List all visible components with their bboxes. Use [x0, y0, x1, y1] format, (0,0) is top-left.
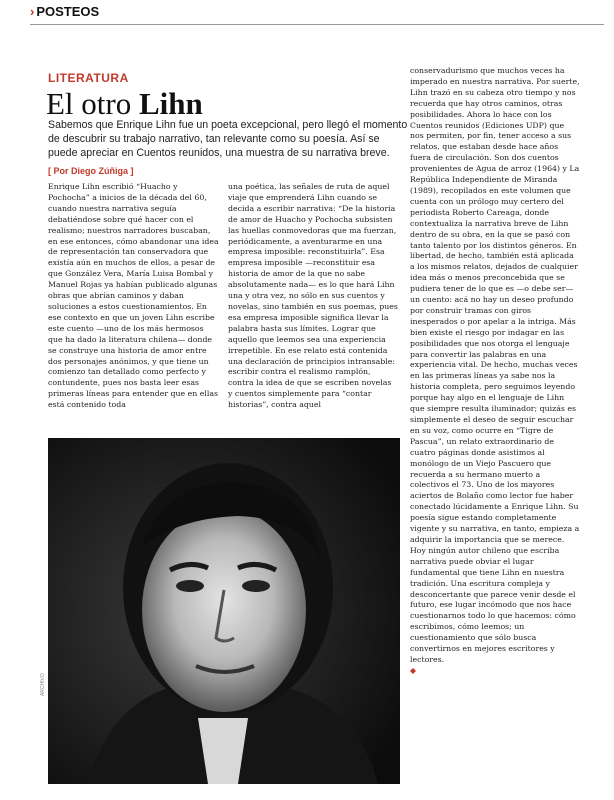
column-3-text: conservadurismo que muchos veces ha imperado en nuestra narrativa. Por suerte, Lihn trazó en su cabeza otro tiempo y nos recuerda que hay otros caminos, otras posibilidades. Ahora lo hace con los Cuentos reunidos (Ediciones UDP) que nos permiten, por fin, tener acceso a sus relatos, que estaban desde hace años fuera de circulación. Son dos cuentos provenientes de Agua de arroz (1964) y La República Independiente de Miranda (1989), recopilados en este volumen que cuenta con un prólogo muy certero del periodista Roberto Careaga, donde contextualiza la narrativa breve de Lihn dentro de su obra, en la que se pasó con tanto talento por los distintos géneros. En libertad, de hecho, también está aplicada a los mismos relatos, dejados de cualquier idea más o menos preconcebida que se pudiera tener de lo que es —o debe ser— un cuento: acá no hay un deseo profundo por construir tramas con giros inesperados o por apelar a la intriga. Más bien existe el riesgo por indagar en las posibilidades que nos otorga el lenguaje para convertir las palabras en una experiencia vital. De hecho, muchas veces en las primeras líneas ya sabe nos la historia completa, pero seguimos leyendo porque hay algo en el lenguaje de Lihn que siempre resulta iluminador; quizás es simplemente el deseo de seguir escuchar en su voz, como ocurre en “Tigre de Pascua”, un relato extraordinario de cuatro páginas donde asistimos al monólogo de un Viejo Pascuero que recuerda a su hermano muerto a colectivos el 73. Uno de los mayores aciertos de Bolaño como lector fue haber conectado lúcidamente a Enrique Lihn. Su poesía sigue estando completamente vigente y su narrativa, en tanto, empieza a adquirir la importancia que se merece. Hoy ningún autor chileno que escriba narrativa puede obviar el lugar fundamental que tiene Lihn en nuestra tradición. Una escritura compleja y desconcertante que parece venir desde el futuro, ese lugar incómodo que nos hace cuestionarnos todo lo que hacemos: cómo escribimos, cómo leemos; un cuestionamiento que sólo busca convertirnos en mejores escritores y lectores. — [410, 66, 580, 664]
section-header — [30, 4, 99, 19]
article-column-2 — [228, 182, 398, 411]
end-mark-icon: ◆ — [410, 665, 416, 675]
article-column-3 — [410, 66, 580, 677]
column-2-text: una poética, las señales de ruta de aquel viaje que emprenderá Lihn cuando se decida a escribir narrativa: “De la historia de amor de Huacho y Pochocha subsisten las huellas conmovedoras que ma fuerzan, periódicamente, a aventurarme en una empresa imposible: reconstituirla”. Esa empresa imposible —reconstituir esa historia de amor de la que no sabe absolutamente nada— es lo que hará Lihn una y otra vez, no sólo en sus cuentos y novelas, sino también en sus poemas, pues esa empresa imposible significa llevar la palabra hasta sus límites. Lograr que aquello que leemos sea una experiencia irrepetible. En ese relato está contenida una declaración de principios intransable: escribir contra el realismo ramplón, contra la idea de que se escriben novelas y cuentos simplemente para “contar historias”, contra aquel — [228, 182, 398, 410]
article-kicker: LITERATURA — [48, 71, 129, 85]
article-title — [46, 86, 203, 122]
photo-credit: ARCHIVO — [40, 673, 46, 696]
article-lead: Sabemos que Enrique Lihn fue un poeta excepcional, pero llegó el momento de descubrir su trabajo narrativo, tan relevante como su poesía. Así se puede apreciar en Cuentos reunidos, una muestra de su narrativa breve. — [48, 119, 408, 159]
portrait-illustration — [48, 438, 400, 784]
section-arrow-icon: › — [30, 4, 35, 19]
article-title-plain: El otro — [46, 86, 139, 121]
section-label: POSTEOS — [36, 4, 100, 19]
column-1-text: Enrique Lihn escribió “Huacho y Pochocha” a inicios de la década del 60, cuando nuestra narrativa seguía debatiéndose sobre qué hacer con el realismo; nuestros narradores buscaban, en ese entonces, cómo abandonar una idea de representación tan conservadora que existía aún en muchos de ellos, a pesar de que González Vera, María Luisa Bombal y Manuel Rojas ya habían publicado algunas obras que abrían caminos y daban soluciones a estos cuestionamientos. En ese contexto en que un joven Lihn escribe este cuento —uno de los más hermosos que ha dado la literatura chilena— donde se construye una historia de amor entre dos personajes anónimos, y que tiene un comienzo tan detallado como perfecto y contundente, pues nos basta leer esas primeras líneas para entender que en ellas está contenido toda — [48, 182, 219, 410]
top-divider — [30, 24, 604, 25]
author-portrait-photo — [48, 438, 400, 784]
article-byline: [ Por Diego Zúñiga ] — [48, 166, 134, 176]
article-title-bold: Lihn — [139, 86, 203, 121]
article-column-1 — [48, 182, 220, 411]
